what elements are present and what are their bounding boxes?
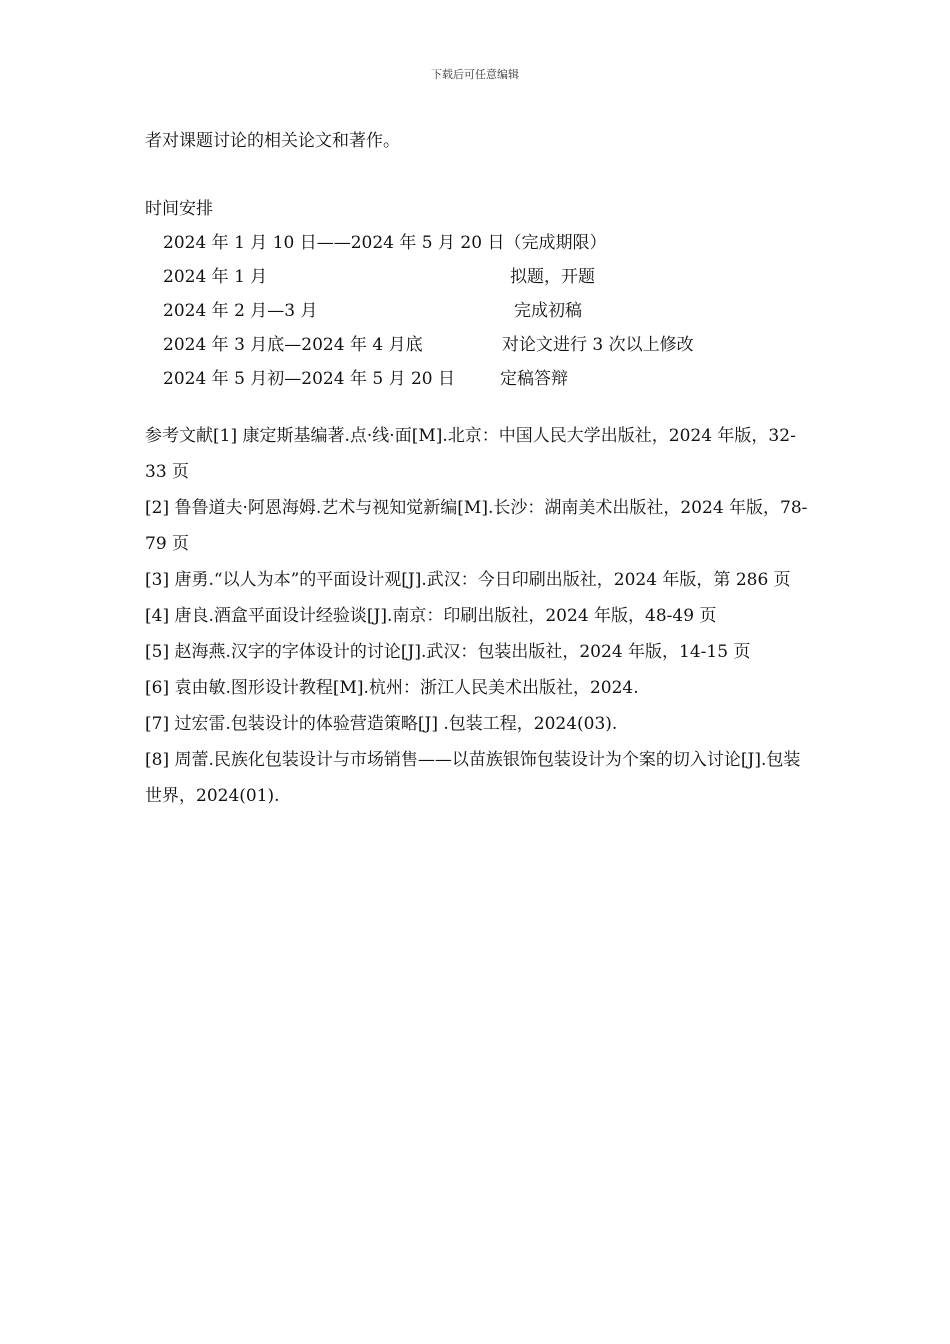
reference-item: [7] 过宏雷.包装设计的体验营造策略[J] .包装工程，2024(03). xyxy=(145,714,618,734)
schedule-date: 2024 年 5 月初—2024 年 5 月 20 日 xyxy=(163,369,456,389)
schedule-row xyxy=(145,260,810,294)
reference-item: [6] 袁由敏.图形设计教程[M].杭州：浙江人民美术出版社，2024. xyxy=(145,678,639,698)
schedule-task: 定稿答辩 xyxy=(500,369,568,389)
schedule-date: 2024 年 3 月底—2024 年 4 月底 xyxy=(163,335,423,355)
schedule-row xyxy=(145,362,810,396)
schedule-date: 2024 年 1 月 xyxy=(163,267,268,287)
schedule-task: 对论文进行 3 次以上修改 xyxy=(502,335,694,355)
page-header: 下载后可任意编辑 xyxy=(431,68,519,81)
document-body xyxy=(145,124,810,814)
schedule-task: 拟题，开题 xyxy=(510,267,595,287)
schedule-period: 2024 年 1 月 10 日——2024 年 5 月 20 日（完成期限） xyxy=(163,233,607,253)
reference-item: [8] 周蕾.民族化包装设计与市场销售——以苗族银饰包装设计为个案的切入讨论[J].包装世界，2024(01). xyxy=(145,750,801,806)
intro-text: 者对课题讨论的相关论文和著作。 xyxy=(145,131,400,151)
schedule-date: 2024 年 2 月—3 月 xyxy=(163,301,318,321)
reference-item: [2] 鲁鲁道夫·阿恩海姆.艺术与视知觉新编[M].长沙：湖南美术出版社，2024 年版，78-79 页 xyxy=(145,498,808,554)
reference-item: 参考文献[1] 康定斯基编著.点·线·面[M].北京：中国人民大学出版社，2024 年版，32-33 页 xyxy=(145,426,796,482)
reference-item: [4] 唐良.酒盒平面设计经验谈[J].南京：印刷出版社，2024 年版，48-49 页 xyxy=(145,606,717,626)
reference-item: [3] 唐勇.“以人为本”的平面设计观[J].武汉：今日印刷出版社，2024 年版，第 286 页 xyxy=(145,570,791,590)
schedule-row xyxy=(145,328,810,362)
schedule-row xyxy=(145,294,810,328)
schedule-task: 完成初稿 xyxy=(514,301,582,321)
reference-item: [5] 赵海燕.汉字的字体设计的讨论[J].武汉：包装出版社，2024 年版，14-15 页 xyxy=(145,642,751,662)
schedule-heading: 时间安排 xyxy=(145,199,213,219)
